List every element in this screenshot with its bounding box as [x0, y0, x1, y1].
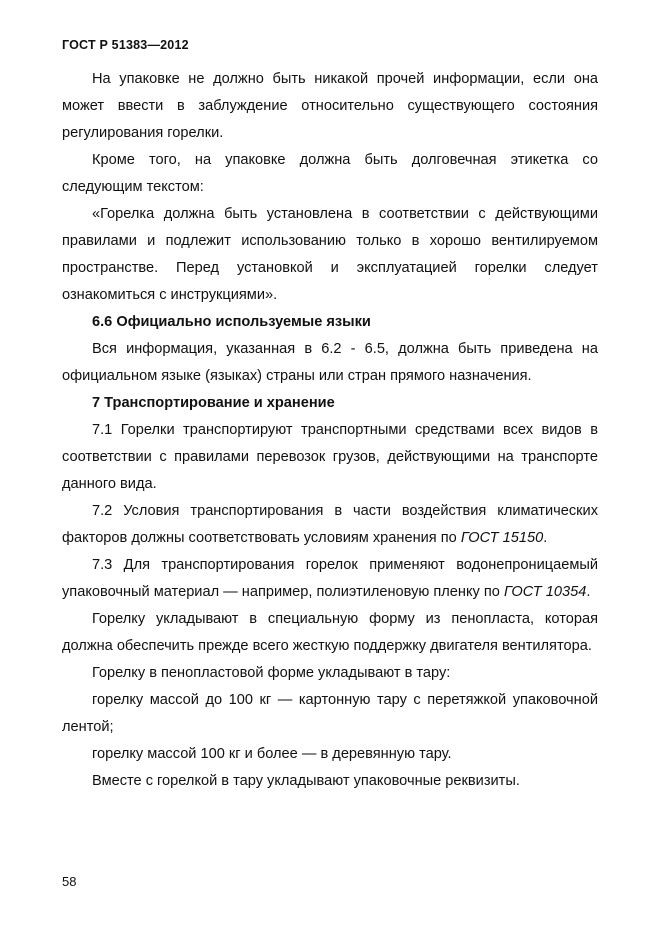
paragraph — [62, 552, 598, 606]
paragraph: Горелку укладывают в специальную форму из пенопласта, которая должна обеспечить прежде всего жесткую поддержку двигателя вентилятора. — [62, 611, 598, 654]
paragraph: 7.1 Горелки транспортируют транспортными средствами всех видов в соответствии с правилами перевозок грузов, действующими на транспорте данного вида. — [62, 422, 598, 492]
paragraph: «Горелка должна быть установлена в соответствии с действующими правилами и подлежит использованию только в хорошо вентилируемом пространстве. Перед установкой и эксплуатацией горелки следует ознакомиться с инструкциями». — [62, 206, 598, 303]
paragraph — [62, 498, 598, 552]
standard-reference: ГОСТ 10354 — [503, 584, 587, 600]
paragraph: На упаковке не должно быть никакой прочей информации, если она может ввести в заблуждение относительно существующего состояния регулирования горелки. — [62, 71, 598, 141]
paragraph-text: 7.3 Для транспортирования горелок применяют водонепроницаемый упаковочный материал — например, полиэтиленовую пленку по — [62, 557, 598, 600]
paragraph-tail: . — [543, 530, 548, 546]
list-item: горелку массой до 100 кг — картонную тару с перетяжкой упаковочной лентой; — [62, 692, 598, 735]
section-heading: 7 Транспортирование и хранение — [92, 395, 335, 411]
section-heading: 6.6 Официально используемые языки — [92, 314, 371, 330]
document-body — [62, 66, 598, 795]
paragraph: Вся информация, указанная в 6.2 - 6.5, должна быть приведена на официальном языке (языках) страны или стран прямого назначения. — [62, 341, 598, 384]
list-item: горелку массой 100 кг и более — в деревянную тару. — [92, 746, 452, 762]
paragraph-text: 7.2 Условия транспортирования в части воздействия климатических факторов должны соответствовать условиям хранения по — [62, 503, 598, 546]
paragraph: Вместе с горелкой в тару укладывают упаковочные реквизиты. — [92, 773, 520, 789]
standard-reference: ГОСТ 15150 — [460, 530, 544, 546]
paragraph: Кроме того, на упаковке должна быть долговечная этикетка со следующим текстом: — [62, 152, 598, 195]
document-header: ГОСТ Р 51383—2012 — [62, 38, 189, 52]
page-number: 58 — [62, 874, 77, 889]
paragraph-tail: . — [586, 584, 591, 600]
paragraph: Горелку в пенопластовой форме укладывают в тару: — [92, 665, 451, 681]
